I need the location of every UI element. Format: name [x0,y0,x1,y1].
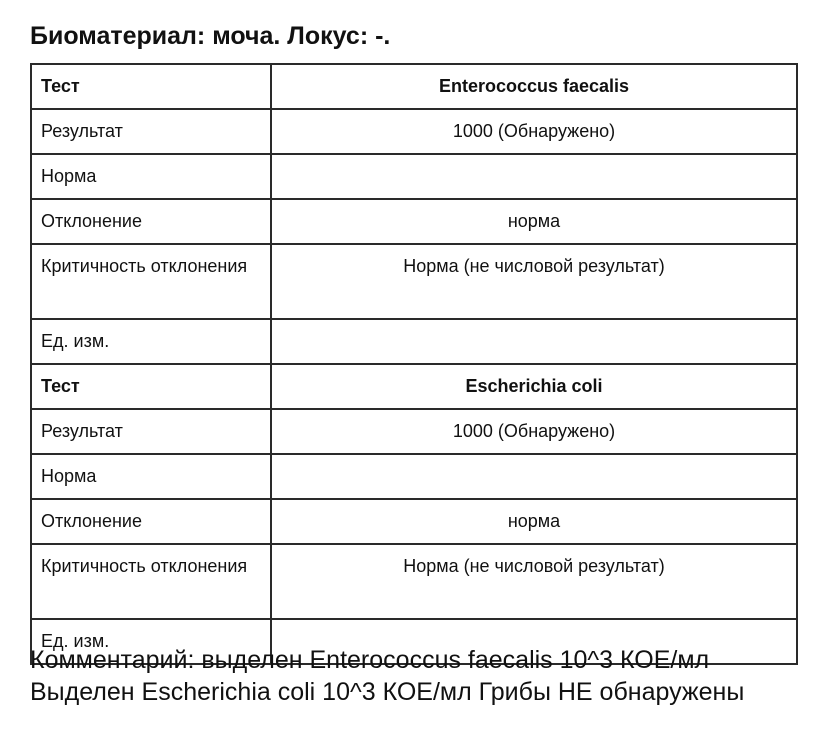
row-value [271,454,797,499]
row-value [271,319,797,364]
organism-name: Enterococcus faecalis [271,64,797,109]
results-table [30,63,798,665]
row-label: Норма [31,454,271,499]
table-row-norm [31,454,797,499]
row-value: Норма (не числовой результат) [271,244,797,319]
table-row-deviation [31,499,797,544]
row-label: Ед. изм. [31,319,271,364]
row-label: Критичность отклонения [31,244,271,319]
row-label: Ед. изм. [31,619,271,664]
table-row-criticality [31,544,797,619]
table-row-criticality [31,244,797,319]
page-title: Биоматериал: моча. Локус: -. [30,22,391,50]
test-header-label: Тест [31,64,271,109]
row-label: Норма [31,154,271,199]
row-value: 1000 (Обнаружено) [271,109,797,154]
table-row-result [31,109,797,154]
test-header-label: Тест [31,364,271,409]
comment-text: Комментарий: выделен Enterococcus faecalis 10^3 КОЕ/мл Выделен Escherichia coli 10^3 КОЕ/мл Грибы НЕ обнаружены [30,646,745,706]
organism-name: Escherichia coli [271,364,797,409]
table-row-units [31,319,797,364]
table-row-deviation [31,199,797,244]
row-value: 1000 (Обнаружено) [271,409,797,454]
row-label: Критичность отклонения [31,544,271,619]
row-value: Норма (не числовой результат) [271,544,797,619]
row-label: Результат [31,109,271,154]
test-header-row [31,64,797,109]
table-row-norm [31,154,797,199]
row-label: Отклонение [31,499,271,544]
row-value: норма [271,199,797,244]
table-row-result [31,409,797,454]
row-value: норма [271,499,797,544]
test-header-row [31,364,797,409]
row-value [271,154,797,199]
row-label: Результат [31,409,271,454]
row-label: Отклонение [31,199,271,244]
